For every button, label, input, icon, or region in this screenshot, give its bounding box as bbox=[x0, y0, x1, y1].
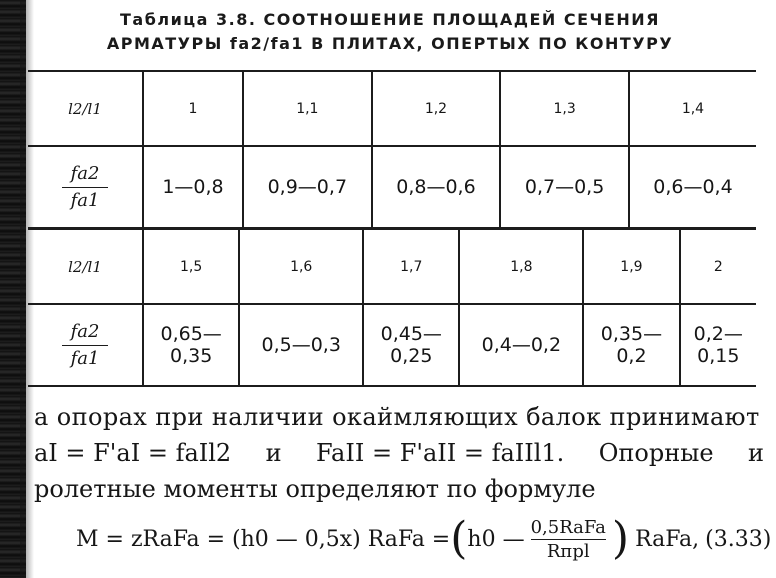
formula-left: M = zRaFa = (h0 — 0,5x) RaFa = bbox=[76, 526, 451, 552]
header-cell: 1,3 bbox=[500, 71, 629, 146]
conj-2: и bbox=[747, 439, 764, 467]
header-cell: 1,6 bbox=[239, 229, 363, 304]
header-cell: 1,7 bbox=[363, 229, 459, 304]
open-paren: ( bbox=[450, 513, 468, 564]
formula-frac-den: Rпрl bbox=[546, 540, 590, 562]
value-cell: 0,6—0,4 bbox=[629, 146, 756, 228]
body-line-1: а опорах при наличии окаймляющих балок принимают bbox=[34, 403, 760, 431]
expr-1: аI = F'aI = faIl2 bbox=[34, 439, 232, 467]
word-opornye: Опорные bbox=[598, 439, 714, 467]
value-cell: 0,7—0,5 bbox=[500, 146, 629, 228]
ratio-table-2 bbox=[28, 228, 756, 387]
header-cell: 1 bbox=[143, 71, 243, 146]
formula-tail: RaFa, bbox=[635, 526, 700, 552]
value-cell: 0,65— 0,35 bbox=[143, 304, 239, 386]
value-cell: 0,9—0,7 bbox=[243, 146, 372, 228]
expr-2: FaII = F'aII = faIIl1. bbox=[316, 439, 565, 467]
value-cell: 0,2— 0,15 bbox=[680, 304, 756, 386]
title-line-2: АРМАТУРЫ fa2/fa1 В ПЛИТАХ, ОПЕРТЫХ ПО КОНТУРУ bbox=[106, 34, 674, 53]
header-row bbox=[28, 71, 756, 146]
row-label-ratio: l2/l1 bbox=[28, 229, 143, 304]
close-paren: ) bbox=[611, 513, 630, 564]
row-label-fraction bbox=[28, 146, 143, 228]
header-cell: 1,2 bbox=[372, 71, 501, 146]
header-cell: 1,1 bbox=[243, 71, 372, 146]
formula-inner: h0 — bbox=[467, 526, 525, 552]
fraction: $\frac{fa2}{fa1}$ bbox=[62, 321, 108, 370]
header-cell: 1,5 bbox=[143, 229, 239, 304]
body-line-2 bbox=[34, 436, 764, 470]
title-line-1: Таблица 3.8. СООТНОШЕНИЕ ПЛОЩАДЕЙ СЕЧЕНИЯ bbox=[119, 10, 660, 29]
body-line-3: ролетные моменты определяют по формуле bbox=[34, 475, 596, 503]
value-row bbox=[28, 146, 756, 228]
value-cell: 0,4—0,2 bbox=[459, 304, 583, 386]
header-cell: 1,9 bbox=[583, 229, 679, 304]
ratio-table-1 bbox=[28, 70, 756, 229]
header-cell: 1,4 bbox=[629, 71, 756, 146]
fraction: $\frac{fa2}{fa1}$ bbox=[62, 163, 108, 212]
formula-fraction bbox=[531, 517, 606, 562]
value-cell: 0,8—0,6 bbox=[372, 146, 501, 228]
value-cell: 0,45— 0,25 bbox=[363, 304, 459, 386]
value-cell: 0,35— 0,2 bbox=[583, 304, 679, 386]
row-label-ratio: l2/l1 bbox=[28, 71, 143, 146]
header-row bbox=[28, 229, 756, 304]
table-title bbox=[40, 8, 740, 56]
header-cell: 2 bbox=[680, 229, 756, 304]
row-label-fraction bbox=[28, 304, 143, 386]
formula-frac-num: 0,5RaFa bbox=[530, 516, 606, 538]
equation-number: (3.33) bbox=[705, 526, 772, 552]
header-cell: 1,8 bbox=[459, 229, 583, 304]
value-row bbox=[28, 304, 756, 386]
value-cell: 1—0,8 bbox=[143, 146, 243, 228]
value-cell: 0,5—0,3 bbox=[239, 304, 363, 386]
formula-3-33 bbox=[76, 508, 772, 570]
conj-1: и bbox=[265, 439, 282, 467]
